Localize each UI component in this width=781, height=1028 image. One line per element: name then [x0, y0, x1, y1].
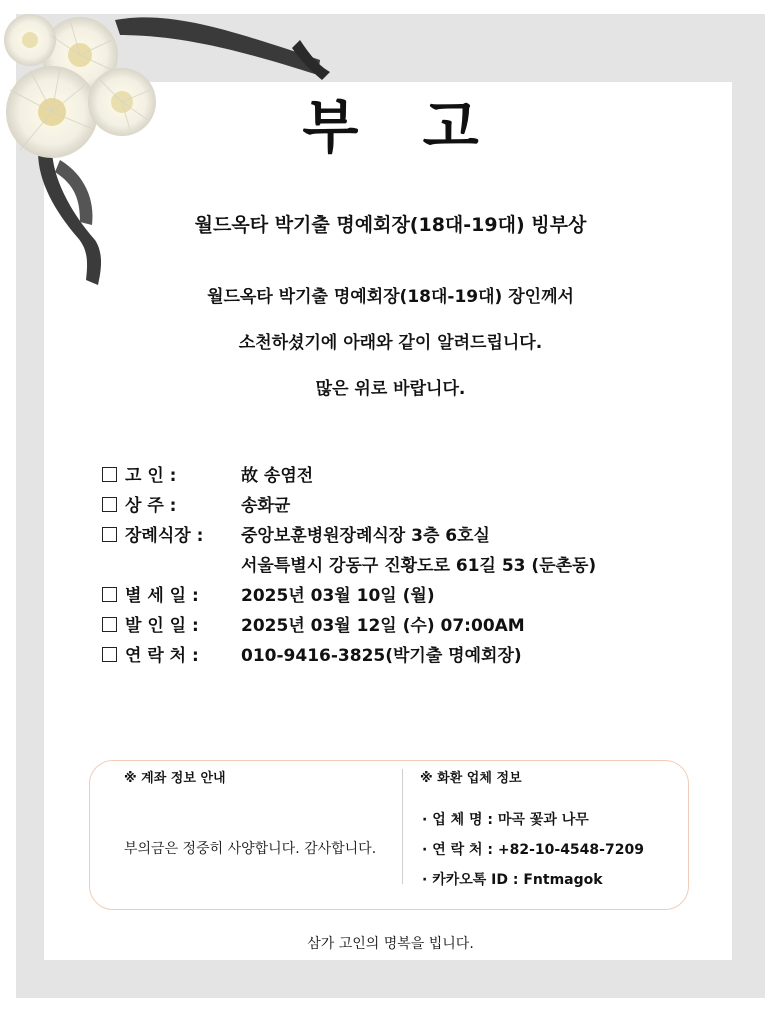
detail-value: 2025년 03월 12일 (수) 07:00AM	[241, 616, 525, 636]
checkbox-icon	[102, 497, 117, 512]
detail-label: 상 주 :	[125, 496, 177, 516]
account-info-text: 부의금은 정중히 사양합니다. 감사합니다.	[124, 841, 377, 857]
detail-value: 송화균	[241, 496, 291, 516]
checkbox-icon	[102, 617, 117, 632]
funeral-details	[102, 463, 597, 673]
intro-message	[0, 285, 781, 423]
detail-row-contact	[102, 643, 522, 673]
vendor-kakao-line	[422, 869, 603, 889]
intro-line: 소천하셨기에 아래와 같이 알려드립니다.	[238, 333, 543, 353]
page-title: 부 고	[302, 93, 501, 161]
info-box-divider	[402, 769, 403, 884]
vendor-label: · 연 락 처 :	[422, 842, 493, 858]
detail-label: 장례식장 :	[125, 526, 204, 546]
vendor-value: Fntmagok	[523, 872, 603, 888]
detail-row-burial-date	[102, 613, 525, 643]
info-box	[89, 760, 689, 910]
detail-label: 별 세 일 :	[125, 586, 199, 606]
detail-row-deceased	[102, 463, 314, 493]
notice-subtitle: 월드옥타 박기출 명예회장(18대-19대) 빙부상	[194, 214, 587, 236]
checkbox-icon	[102, 587, 117, 602]
vendor-value: +82-10-4548-7209	[497, 842, 644, 858]
detail-row-address	[102, 553, 597, 583]
vendor-label: · 업 체 명 :	[422, 812, 493, 828]
vendor-value: 마곡 꽃과 나무	[497, 812, 589, 828]
detail-row-chief-mourner	[102, 493, 291, 523]
checkbox-icon	[102, 467, 117, 482]
intro-line: 월드옥타 박기출 명예회장(18대-19대) 장인께서	[207, 287, 574, 307]
detail-value: 010-9416-3825(박기출 명예회장)	[241, 646, 522, 666]
detail-label: 연 락 처 :	[125, 646, 199, 666]
detail-value: 故 송염전	[241, 466, 314, 486]
vendor-info-heading: ※ 화환 업체 정보	[420, 771, 522, 786]
detail-row-date-of-death	[102, 583, 435, 613]
account-info-heading: ※ 계좌 정보 안내	[124, 771, 226, 786]
checkbox-icon	[102, 647, 117, 662]
intro-line: 많은 위로 바랍니다.	[315, 379, 466, 399]
vendor-label: · 카카오톡 ID :	[422, 872, 519, 888]
detail-value: 2025년 03월 10일 (월)	[241, 586, 435, 606]
vendor-phone-line	[422, 839, 644, 859]
checkbox-icon	[102, 527, 117, 542]
vendor-name-line	[422, 809, 589, 829]
condolence-footer: 삼가 고인의 명복을 빕니다.	[307, 936, 474, 952]
detail-label: 발 인 일 :	[125, 616, 199, 636]
detail-value: 서울특별시 강동구 진황도로 61길 53 (둔촌동)	[241, 556, 597, 576]
detail-row-funeral-hall	[102, 523, 490, 553]
detail-label: 고 인 :	[125, 466, 177, 486]
detail-value: 중앙보훈병원장례식장 3층 6호실	[241, 526, 490, 546]
